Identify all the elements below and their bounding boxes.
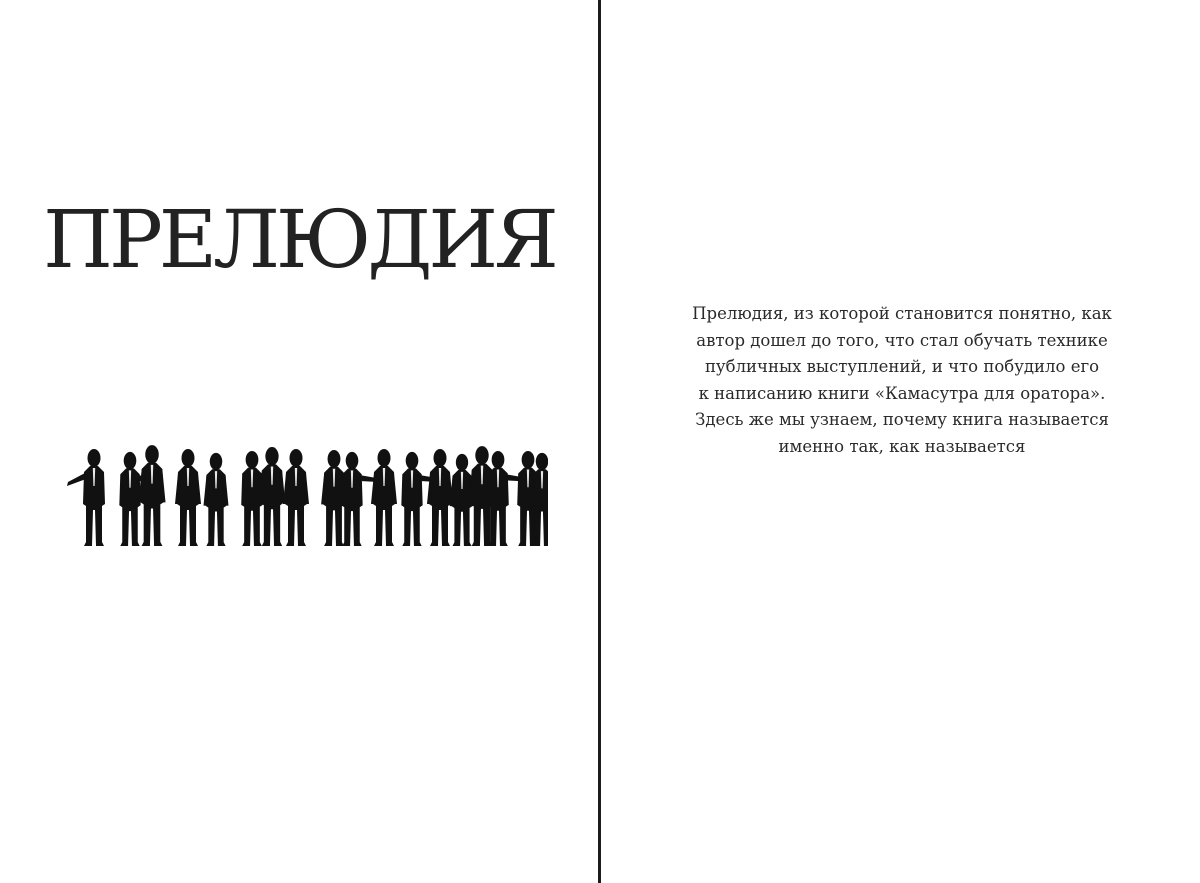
person-figure-icon	[427, 449, 453, 546]
person-figure-icon	[283, 449, 309, 546]
intro-line: Прелюдия, из которой становится понятно, как	[692, 304, 1112, 323]
person-figure-icon	[138, 445, 165, 546]
crowd-of-figures-icon	[66, 442, 548, 554]
chapter-intro-text	[652, 301, 1152, 461]
spread-gutter-line	[598, 0, 601, 883]
intro-line: именно так, как называется	[778, 436, 1026, 456]
intro-line: автор дошел до того, что стал обучать технике	[696, 330, 1108, 350]
person-figure-icon	[259, 447, 286, 546]
chapter-title: ПРЕЛЮДИЯ	[43, 193, 555, 286]
left-page	[0, 0, 598, 883]
intro-line: Здесь же мы узнаем, почему книга называется	[695, 410, 1109, 430]
person-figure-icon	[175, 449, 201, 546]
person-figure-icon	[371, 449, 397, 546]
intro-line: к написанию книги «Камасутра для оратора».	[698, 383, 1106, 403]
person-figure-icon	[204, 453, 229, 546]
person-figure-icon	[67, 449, 105, 546]
intro-line: публичных выступлений, и что побудило его	[704, 357, 1100, 377]
